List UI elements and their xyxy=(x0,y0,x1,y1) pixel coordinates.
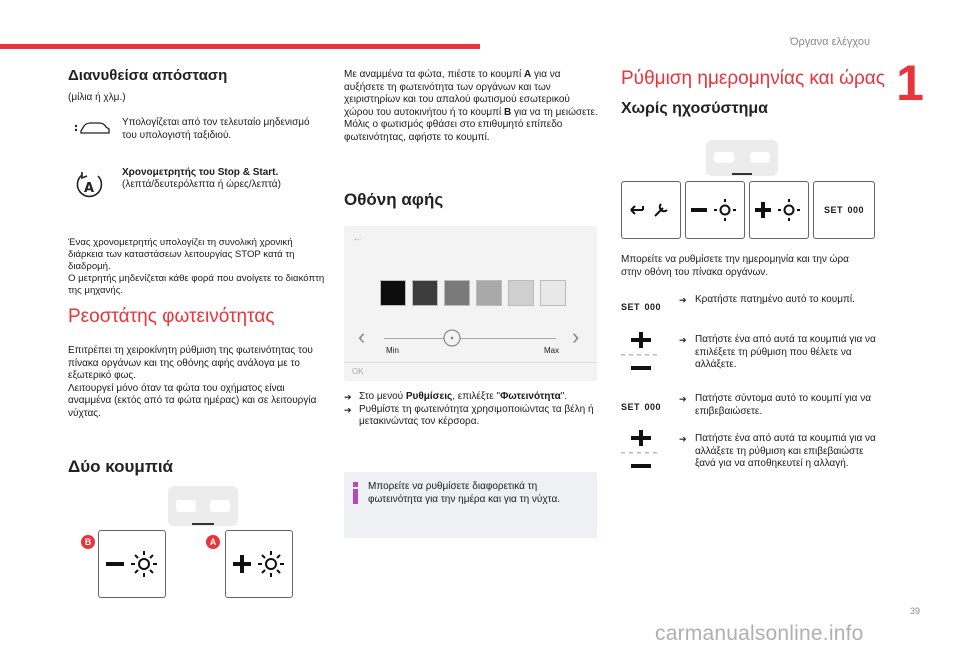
dimmer-para-2: Λειτουργεί μόνο όταν τα φώτα του οχήματος είναι αναμμένα (εκτός από τα φώτα ημέρας) και σε λειτουργία νύχτας. xyxy=(68,382,317,419)
step1-suffix: ". xyxy=(560,391,568,402)
return-wrench-icon xyxy=(627,200,675,220)
info-box xyxy=(344,472,597,538)
plus-brightness-button[interactable] xyxy=(749,181,809,239)
set-key-label: SET xyxy=(621,302,641,312)
return-settings-button[interactable] xyxy=(621,181,681,239)
step-bullet-icon: ➔ xyxy=(344,404,352,415)
date-step-1 xyxy=(679,294,879,307)
stop-start-icon xyxy=(74,170,104,204)
date-step-4 xyxy=(679,433,879,471)
step1-prefix: Στο μενού xyxy=(359,391,406,402)
brightness-swatch-2[interactable] xyxy=(412,280,438,306)
stopstart-units: (λεπτά/δευτερόλεπτα ή ώρες/λεπτά) xyxy=(122,179,281,190)
info-text: Μπορείτε να ρυθμίσετε διαφορετικά τη φωτεινότητα για την ημέρα και για τη νύχτα. xyxy=(368,481,560,505)
slider-knob[interactable] xyxy=(442,328,462,348)
step1-mid: , επιλέξτε " xyxy=(452,391,501,402)
plus-minus-icon xyxy=(621,430,661,472)
slider-max-label: Max xyxy=(544,346,560,355)
trip-text: Υπολογίζεται από τον τελευταίο μηδενισμό του υπολογιστή ταξιδιού. xyxy=(122,117,310,141)
brightness-swatch-3[interactable] xyxy=(444,280,470,306)
date-step-2 xyxy=(679,334,879,372)
chapter-number: 1 xyxy=(896,55,924,111)
svg-text:A: A xyxy=(83,181,95,196)
touch-step-2 xyxy=(344,404,599,429)
minus-brightness-button[interactable] xyxy=(685,181,745,239)
two-buttons-title: Δύο κουμπιά xyxy=(68,457,174,476)
distance-unit-note: (μίλια ή χλμ.) xyxy=(68,92,126,103)
button-b-dim-down[interactable] xyxy=(98,530,166,598)
no-audio-subtitle: Χωρίς ηχοσύστημα xyxy=(621,100,769,117)
set-button[interactable] xyxy=(813,181,875,239)
step-bullet-icon: ➔ xyxy=(344,392,352,402)
touch-step-1 xyxy=(344,391,599,404)
step-bullet-icon: ➔ xyxy=(679,335,687,345)
brightness-swatch-1[interactable] xyxy=(380,280,406,306)
intro-text-a: Με αναμμένα τα φώτα, πιέστε το κουμπί xyxy=(344,69,524,80)
key-a: A xyxy=(524,69,532,80)
intro-paragraph-2: Μόλις ο φωτισμός φθάσει στο επιθυμητό επίπεδο φωτεινότητας, αφήστε το κουμπί. xyxy=(344,119,563,143)
set-value-label: 000 xyxy=(847,205,864,215)
step3-set-icon xyxy=(621,397,671,415)
stopstart-title: Χρονομετρητής του Stop & Start. xyxy=(122,167,279,178)
slider-left-arrow[interactable]: ‹ xyxy=(358,324,366,349)
stopstart-para-1: Ένας χρονομετρητής υπολογίζει τη συνολική χρονική διάρκεια των καταστάσεων λειτουργίας STOP κατά τη διαδρομή. xyxy=(68,237,295,272)
touch-screen-steps xyxy=(344,391,599,429)
date-step-2-text: Πατήστε ένα από αυτά τα κουμπιά για να επιλέξετε τη ρύθμιση που θέλετε να αλλάξετε. xyxy=(695,334,876,370)
car-trip-icon xyxy=(73,118,113,138)
stopstart-para-2: Ο μετρητής μηδενίζεται κάθε φορά που ανοίγετε το διακόπτη της μηχανής. xyxy=(68,273,325,296)
slider-min-label: Min xyxy=(386,346,399,355)
watermark: carmanualsonline.info xyxy=(655,622,864,645)
plus-minus-icon xyxy=(621,332,661,374)
date-step-1-text: Κρατήστε πατημένο αυτό το κουμπί. xyxy=(695,294,855,305)
info-icon xyxy=(352,482,359,504)
step1-set-icon xyxy=(621,297,671,315)
intro-text-c: για να τη μειώσετε. xyxy=(511,106,598,118)
step2-text: Ρυθμίστε τη φωτεινότητα χρησιμοποιώντας τα βέλη ή μετακινώντας τον κέρσορα. xyxy=(359,403,594,427)
step-bullet-icon: ➔ xyxy=(679,394,687,404)
button-a-dim-up[interactable] xyxy=(225,530,293,598)
set-key-label: SET xyxy=(824,205,844,215)
set-value-label: 000 xyxy=(644,402,661,412)
minus-brightness-icon xyxy=(689,198,741,222)
date-step-3-text: Πατήστε σύντομα αυτό το κουμπί για να επιβεβαιώσετε. xyxy=(695,393,872,417)
distance-title: Διανυθείσα απόσταση xyxy=(68,67,228,84)
badge-a: A xyxy=(206,535,220,549)
date-time-intro: Μπορείτε να ρυθμίσετε την ημερομηνία και την ώρα στην οθόνη του πίνακα οργάνων. xyxy=(621,254,849,278)
brightness-swatch-4[interactable] xyxy=(476,280,502,306)
set-value-label: 000 xyxy=(644,302,661,312)
slider-right-arrow[interactable]: › xyxy=(572,324,580,349)
dimmer-description xyxy=(68,345,326,420)
plus-brightness-icon xyxy=(753,198,805,222)
key-b: B xyxy=(503,106,512,118)
step-bullet-icon: ➔ xyxy=(679,295,687,305)
set-key-label: SET xyxy=(621,402,641,412)
slider-track[interactable] xyxy=(384,338,556,339)
header-accent-line xyxy=(0,44,480,49)
chapter-title: Όργανα ελέγχου xyxy=(790,36,870,48)
touch-screen-title: Οθόνη αφής xyxy=(344,190,444,209)
screen-ok-button[interactable]: OK xyxy=(352,367,364,376)
brightness-swatch-6[interactable] xyxy=(540,280,566,306)
dimmer-title: Ρεοστάτης φωτεινότητας xyxy=(68,306,275,327)
page-number: 39 xyxy=(909,606,920,616)
step1-menu: Ρυθμίσεις xyxy=(405,391,453,402)
date-time-title: Ρύθμιση ημερομηνίας και ώρας xyxy=(621,68,885,89)
screen-back-button[interactable]: ← xyxy=(352,232,363,244)
minus-brightness-icon xyxy=(102,549,162,579)
dimmer-para-1: Επιτρέπει τη χειροκίνητη ρύθμιση της φωτεινότητας του πίνακα οργάνων και της οθόνης αφής ανάλογα με το εξωτερικό φως. xyxy=(68,345,313,381)
date-step-3 xyxy=(679,393,879,418)
touch-screen-brightness-mock xyxy=(344,226,597,381)
plus-brightness-icon xyxy=(229,549,289,579)
stopstart-description xyxy=(68,237,330,297)
step1-item: Φωτεινότητα xyxy=(500,391,561,402)
intro-paragraph-1 xyxy=(344,69,599,119)
date-step-4-text: Πατήστε ένα από αυτά τα κουμπιά για να αλλάξετε τη ρύθμιση και επιβεβαιώστε ξανά για να αποθηκευτεί η αλλαγή. xyxy=(695,433,876,469)
brightness-swatch-5[interactable] xyxy=(508,280,534,306)
instrument-panel-buttons-illustration xyxy=(168,486,238,526)
instrument-panel-illustration xyxy=(706,140,778,176)
dimmer-buttons-instructions xyxy=(344,69,599,144)
intro-text-b: για να αυξήσετε τη φωτεινότητα των οργάνων και των χειριστηρίων και του απαλού φωτισμού εσωτερικού χώρου του αυτοκινήτου ή το κουμπί xyxy=(344,69,570,118)
badge-b: B xyxy=(81,535,95,549)
step-bullet-icon: ➔ xyxy=(679,434,687,444)
